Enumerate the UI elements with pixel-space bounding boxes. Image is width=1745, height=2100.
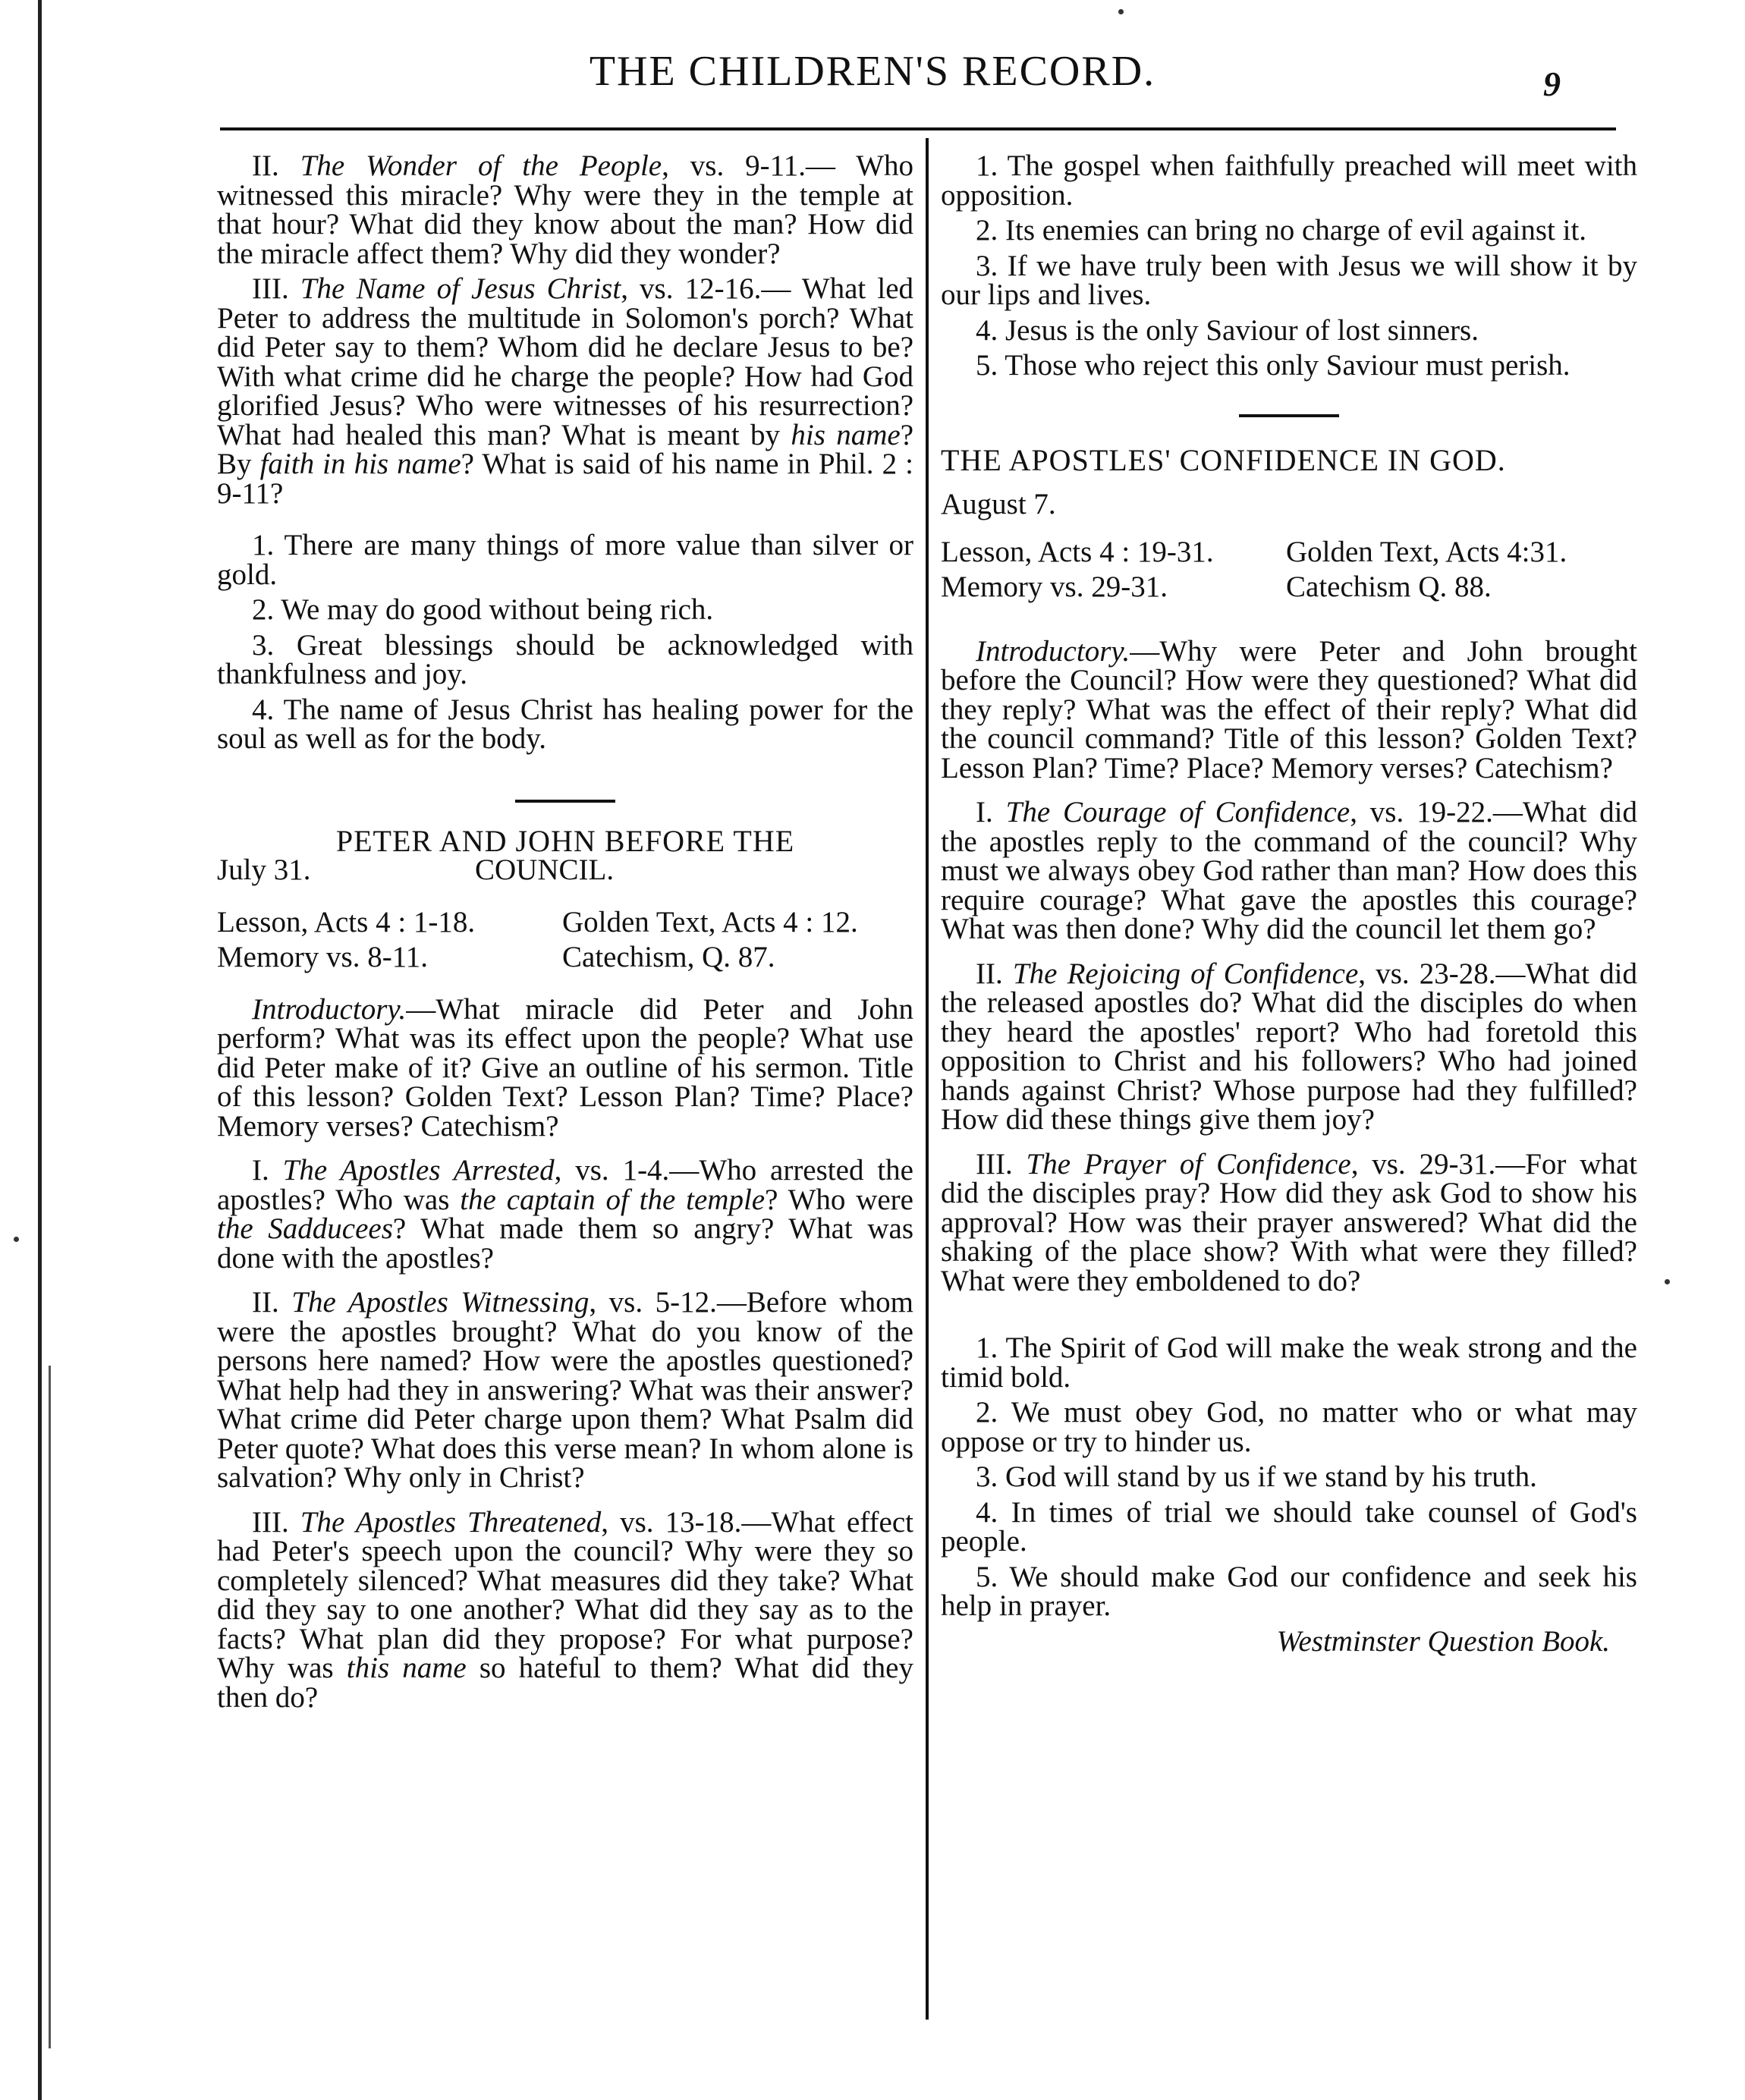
memory-verses: Memory vs. 8-11. [217,941,429,973]
lesson-point: 1. The gospel when faithfully preached will meet with opposition. [941,149,1637,212]
lesson-date-line [217,856,913,885]
page-header-title: THE CHILDREN'S RECORD. [589,48,1156,95]
lesson-point: 1. There are many things of more value than silver or gold. [217,529,913,591]
lesson-point: 2. We may do good without being rich. [252,593,714,626]
memory-verses: Memory vs. 29-31. [941,571,1168,603]
introductory-paragraph: Introductory.—Why were Peter and John brought before the Council? How were they questioned? What did they reply? What was the effect of their reply? What did the council command? Title of this lesson? Golden Text? Lesson Plan? Time? Place? Memory verses? Catechism? [941,634,1637,784]
lesson-title-continued: COUNCIL. [475,854,615,886]
lesson-date: August 7. [941,488,1056,520]
golden-text: Golden Text, Acts 4 : 12. [562,905,858,938]
right-column [941,149,1638,1658]
speck [1118,9,1124,14]
lesson-date: July 31. [217,854,311,886]
speck [14,1237,19,1242]
catechism: Catechism, Q. 87. [562,941,775,973]
lesson-reference-line [941,573,1637,602]
lesson-point: 5. We should make God our confidence and seek his help in prayer. [941,1560,1637,1622]
lesson-point: 1. The Spirit of God will make the weak strong and the timid bold. [941,1331,1637,1394]
lesson-point: 2. Its enemies can bring no charge of evil against it. [976,214,1587,247]
lesson-point: 5. Those who reject this only Saviour must perish. [976,349,1570,382]
column-divider [926,138,929,2020]
section-wonder-of-people: II. The Wonder of the People, vs. 9-11.— Who witnessed this miracle? Why were they in the temple at that hour? What did they know about the man? How did the miracle affect them? Why did they wonder? [217,149,914,270]
lesson-point: 3. Great blessings should be acknowledged with thankfulness and joy. [217,628,913,690]
lesson-point: 2. We must obey God, no matter who or what may oppose or try to hinder us. [941,1396,1637,1458]
catechism: Catechism Q. 88. [1286,571,1492,603]
lesson-point: 3. If we have truly been with Jesus we will show it by our lips and lives. [941,249,1637,311]
lesson-title-apostles-confidence: THE APOSTLES' CONFIDENCE IN GOD. [941,442,1506,477]
page-edge-line [38,0,42,2100]
lesson-reference-line [217,943,913,973]
section-apostles-arrested: I. The Apostles Arrested, vs. 1-4.—Who arrested the apostles? Who was the captain of the temple? Who were the Sadducees? What made them so angry? What was done with the apostles? [217,1154,913,1275]
lesson-title-peter-john: PETER AND JOHN BEFORE THE [335,823,795,858]
section-apostles-witnessing: II. The Apostles Witnessing, vs. 5-12.—Before whom were the apostles brought? What do you know of the persons here named? How were the apostles questioned? What help had they in answering? What was their answer? What crime did Peter charge upon them? What Psalm did Peter quote? What does this verse mean? In whom alone is salvation? Why only in Christ? [217,1286,914,1494]
lesson-point: 4. Jesus is the only Saviour of lost sinners. [976,313,1479,347]
page-edge-line [49,1366,51,2048]
page-number: 9 [1543,64,1561,103]
lesson-reference-line [941,535,1637,568]
lesson-point: 4. In times of trial we should take counsel of God's people. [941,1495,1637,1558]
section-name-of-jesus: III. The Name of Jesus Christ, vs. 12-16.— What led Peter to address the multitude in Solomon's porch? What did Peter say to them? Whom did he declare Jesus to be? With what crime did he charge the people? How had God glorified Jesus? Who were witnesses of his resurrection? What had healed this man? What is meant by his name? By faith in his name? What is said of his name in Phil. 2 : 9-11? [217,272,914,510]
lesson-point: 4. The name of Jesus Christ has healing power for the soul as well as for the body. [217,693,913,755]
section-courage-of-confidence: I. The Courage of Confidence, vs. 19-22.—What did the apostles reply to the command of the council? Why must we always obey God rather than man? How does this require courage? What gave the apostles this courage? What was then done? Why did the council let them go? [941,796,1638,945]
lesson-passage: Lesson, Acts 4 : 1-18. [217,905,476,938]
lesson-point: 3. God will stand by us if we stand by his truth. [976,1460,1537,1493]
introductory-paragraph: Introductory.—What miracle did Peter and John perform? What was its effect upon the people? What use did Peter make of it? Give an outline of his sermon. Title of this lesson? Golden Text? Lesson Plan? Time? Place? Memory verses? Catechism? [217,992,913,1143]
left-column [217,149,914,1714]
source-attribution: Westminster Question Book. [1276,1624,1610,1658]
section-apostles-threatened: III. The Apostles Threatened, vs. 13-18.—What effect had Peter's speech upon the council? Why were they so completely silenced? What measures did they take? What did they say to one another? What did they say as to the facts? What plan did they propose? For what purpose? Why was this name so hateful to them? What did they then do? [217,1505,914,1714]
header-rule [220,127,1616,130]
lesson-passage: Lesson, Acts 4 : 19-31. [941,535,1214,568]
section-rejoicing-of-confidence: II. The Rejoicing of Confidence, vs. 23-28.—What did the released apostles do? What did the disciples do when they heard the apostles' report? Who had foretold this opposition to Christ and his followers? Who had joined hands against Christ? Whose purpose had they fulfilled? How did these things give them joy? [941,957,1638,1136]
lesson-reference-line [217,905,913,938]
golden-text: Golden Text, Acts 4:31. [1286,535,1567,568]
speck [1665,1279,1670,1284]
section-prayer-of-confidence: III. The Prayer of Confidence, vs. 29-31.—For what did the disciples pray? How did they ask God to show his approval? How was their prayer answered? What did the shaking of the place show? With what were they filled? What were they emboldened to do? [941,1147,1638,1297]
